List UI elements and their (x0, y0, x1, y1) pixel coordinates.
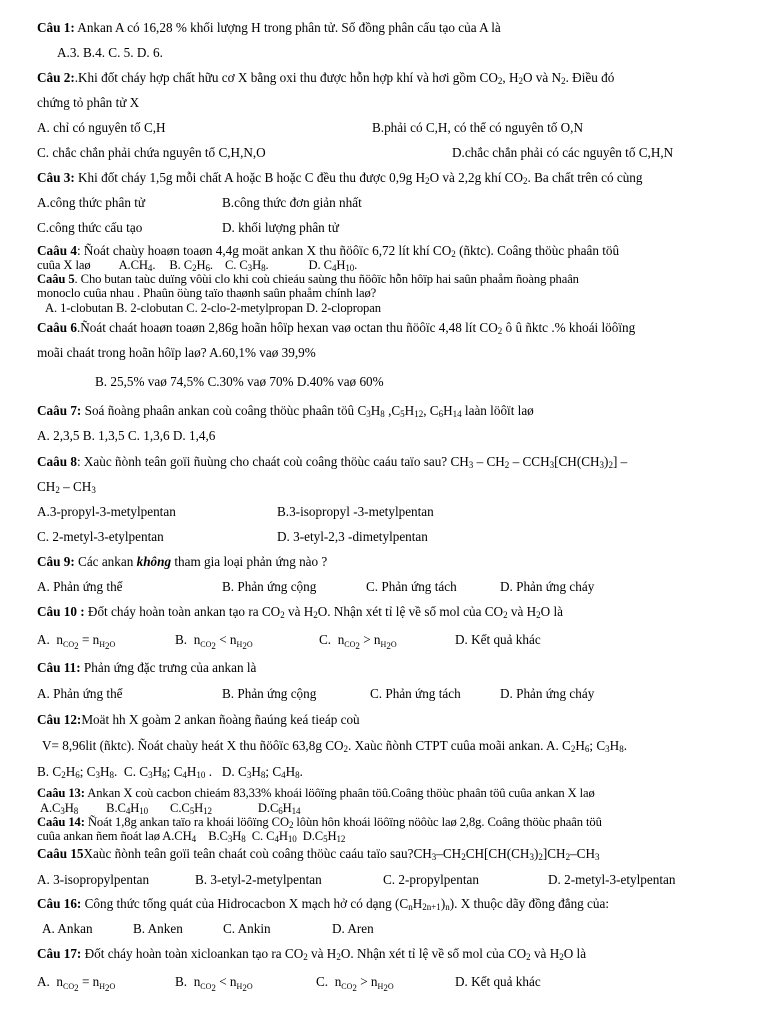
q9-option-b: B. Phản ứng cộng (222, 579, 317, 594)
q6-options: B. 25,5% vaø 74,5% C.30% vaø 70% D.40% vaø 60% (95, 374, 384, 389)
q11-option-b: B. Phản ứng cộng (222, 686, 317, 701)
q8-stem-line2: $CH_2 - CH_3$ (37, 479, 96, 495)
q11-option-d: D. Phản ứng cháy (500, 686, 595, 701)
q8-option-a: A.3-propyl-3-metylpentan (37, 504, 176, 519)
q9-stem: Câu 9: Các ankan không tham gia loại phản ứng nào ? (37, 554, 328, 569)
q1-stem: Câu 1: Ankan A có 16,28 % khối lượng H trong phân tử. Số đồng phân cấu tạo của A là (37, 20, 501, 35)
q17-option-a: A. $n_{CO_2} = n_{H_2O}$ (37, 974, 116, 993)
q16-option-a: A. Ankan (42, 921, 93, 936)
q17-option-b: B. $n_{CO_2} < n_{H_2O}$ (175, 974, 253, 993)
q12-stem-line2: V= 8,96lit (ñktc). Ñoát chaùy heát X thu ñöôïc 63,8g $CO_2$. Xaùc ñònh CTPT cuûa moãi ankan. A. $C_2H_6$; $C_3H_8$. (42, 738, 627, 754)
q7-options: A. 2,3,5 B. 1,3,5 C. 1,3,6 D. 1,4,6 (37, 428, 216, 443)
q2-stem: Câu 2:.Khi đốt cháy hợp chất hữu cơ X bằng oxi thu được hỗn hợp khí và hơi gồm $CO_2$, $H_2O$ và $N_2$. Điều đó (37, 70, 615, 86)
q14-stem: Caâu 14: Ñoát 1,8g ankan taïo ra khoái löôïng $CO_2$ lôùn hôn khoái löôïng nöôùc laø 2,8g. Coâng thöùc phaân töû (37, 815, 602, 830)
q17-option-d: D. Kết quả khác (455, 974, 541, 989)
q6-stem: Caâu 6.Ñoát chaát hoaøn toaøn 2,86g hoãn hôïp hexan vaø octan thu ñöôïc 4,48 lít $CO_2$ ô û ñktc .% khoái löôïng (37, 320, 636, 336)
q8-option-d: D. 3-etyl-2,3 -dimetylpentan (277, 529, 428, 544)
q12-options: B. $C_2H_6$; $C_3H_8$. C. $C_3H_8$; $C_4H_{10}$ . D. $C_3H_8$; $C_4H_8$. (37, 764, 303, 780)
q5-stem-line2: monoclo cuûa nhau . Phaûn öùng taïo thaønh saûn phaåm chính laø? (37, 286, 377, 300)
q3-option-a: A.công thức phân tử (37, 195, 146, 210)
q2-option-c: C. chắc chắn phải chứa nguyên tố C,H,N,O (37, 145, 266, 160)
q15-option-c: C. 2-propylpentan (383, 872, 479, 887)
q4-stem: Caâu 4: Ñoát chaùy hoaøn toaøn 4,4g moät ankan X thu ñöôïc 6,72 lít khí $CO_2$ (ñktc). Coâng thöùc phaân töû (37, 243, 620, 259)
q16-stem: Câu 16: Công thức tổng quát của Hidrocacbon X mạch hở có dạng $(C_nH_{2n+1})_n$). X thuộc dãy đồng đẳng của: (37, 896, 610, 912)
q9-option-d: D. Phản ứng cháy (500, 579, 595, 594)
q3-stem: Câu 3: Khi đốt cháy 1,5g mỗi chất A hoặc B hoặc C đều thu được 0,9g $H_2O$ và 2,2g khí $CO_2$. Ba chất trên có cùng (37, 170, 643, 186)
q11-option-c: C. Phản ứng tách (370, 686, 461, 701)
q5-stem: Caâu 5. Cho butan taùc duïng vôùi clo khi coù chieáu saùng thu ñöôïc hỗn hôïp hai saûn phaåm ñoàng phaân (37, 272, 579, 286)
q7-stem: Caâu 7: Soá ñoàng phaân ankan coù coâng thöùc phaân töû $C_3H_8$ $,C_5H_{12}$, $C_6H_{14}$ laàn löôït laø (37, 403, 534, 419)
q1-options: A.3. B.4. C. 5. D. 6. (57, 45, 163, 60)
q10-option-c: C. $n_{CO_2} > n_{H_2O}$ (319, 632, 397, 651)
q10-option-b: B. $n_{CO_2} < n_{H_2O}$ (175, 632, 253, 651)
q8-option-c: C. 2-metyl-3-etylpentan (37, 529, 164, 544)
q16-option-b: B. Anken (133, 921, 183, 936)
q10-stem: Câu 10 : Đốt cháy hoàn toàn ankan tạo ra $CO_2$ và $H_2O$. Nhận xét tỉ lệ về số mol của $CO_2$ và $H_2O$ là (37, 604, 564, 620)
q5-options: A. 1-clobutan B. 2-clobutan C. 2-clo-2-metylpropan D. 2-clopropan (45, 301, 381, 315)
q15-stem: Caâu 15Xaùc ñònh teân goïi teân chaát coù coâng thöùc caáu taïo $sau?CH_3-CH_2CH[CH(CH_3)_2]CH_2-CH_3$ (37, 846, 600, 862)
q13-options: $A.C_3H_8$ $B.C_4H_{10}$ $C.C_5H_{12}$ $D.C_6H_{14}$ (40, 801, 301, 816)
q14-options: cuûa ankan ñem ñoát laø $A.CH_4$ $B.C_3H_8$ C. $C_4H_{10}$ $D.C_5H_{12}$ (37, 829, 346, 844)
q16-option-d: D. Aren (332, 921, 374, 936)
q11-option-a: A. Phản ứng thế (37, 686, 123, 701)
q13-stem: Caâu 13: Ankan X coù cacbon chieám 83,33% khoái löôïng phaân töû.Coâng thöùc phaân töû cuûa ankan X laø (37, 786, 595, 800)
q9-option-a: A. Phản ứng thế (37, 579, 123, 594)
q3-option-c: C.công thức cấu tạo (37, 220, 143, 235)
q3-option-d: D. khối lượng phân tử (222, 220, 339, 235)
q11-stem: Câu 11: Phản ứng đặc trưng của ankan là (37, 660, 257, 675)
q10-option-d: D. Kết quả khác (455, 632, 541, 647)
q12-stem: Câu 12:Moät hh X goàm 2 ankan ñoàng ñaúng keá tieáp coù (37, 712, 360, 727)
q15-option-d: D. 2-metyl-3-etylpentan (548, 872, 676, 887)
q2-option-a: A. chỉ có nguyên tố C,H (37, 120, 166, 135)
q17-stem: Câu 17: Đốt cháy hoàn toàn xicloankan tạo ra $CO_2$ và $H_2O$. Nhận xét tỉ lệ về số mol của $CO_2$ và $H_2O$ là (37, 946, 587, 962)
q10-option-a: A. $n_{CO_2} = n_{H_2O}$ (37, 632, 116, 651)
q2-option-d: D.chắc chắn phải có các nguyên tố C,H,N (452, 145, 674, 160)
q4-options: cuûa X laø $A.CH_4$. B. $C_2H_6$. C. $C_3H_8$. D. $C_4H_{10}$. (37, 258, 358, 273)
q17-option-c: C. $n_{CO_2} > n_{H_2O}$ (316, 974, 394, 993)
q2-option-b: B.phải có C,H, có thể có nguyên tố O,N (372, 120, 583, 135)
q15-option-b: B. 3-etyl-2-metylpentan (195, 872, 322, 887)
q3-option-b: B.công thức đơn giản nhất (222, 195, 362, 210)
q8-option-b: B.3-isopropyl -3-metylpentan (277, 504, 434, 519)
q6-stem-line2: moãi chaát trong hoãn hôïp laø? A.60,1% vaø 39,9% (37, 345, 316, 360)
q9-option-c: C. Phản ứng tách (366, 579, 457, 594)
q2-stem-line2: chứng tỏ phân tử X (37, 95, 140, 110)
q15-option-a: A. 3-isopropylpentan (37, 872, 150, 887)
q8-stem: Caâu 8: Xaùc ñònh teân goïi ñuùng cho chaát coù coâng thöùc caáu taïo sau? $CH_3 - CH_2 - CCH_3[CH(CH_3)_2]$ – (37, 454, 628, 470)
q16-option-c: C. Ankin (223, 921, 271, 936)
q1-label: Câu 1: (37, 20, 75, 35)
